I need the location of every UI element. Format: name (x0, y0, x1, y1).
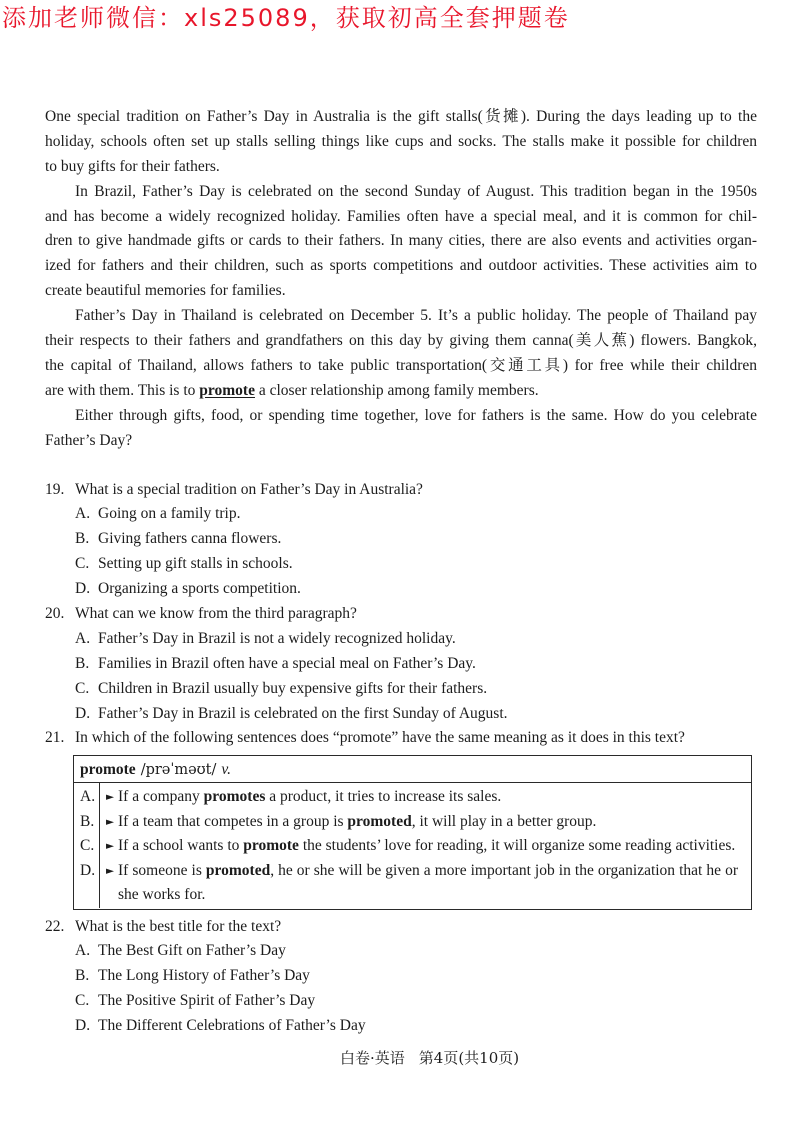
option-text: Setting up gift stalls in schools. (98, 555, 293, 573)
option-b (45, 964, 757, 989)
option-b (45, 527, 757, 552)
option-b (45, 652, 757, 677)
question-19 (45, 478, 757, 602)
question-text: What is the best title for the text? (75, 917, 282, 935)
passage-line: their respects to their fathers and grandfathers on this day by giving them canna(美人蕉) flowers. Bangkok, (45, 332, 757, 350)
option-letter: A. (75, 629, 91, 647)
sense-line (106, 834, 738, 859)
option-letter: A. (80, 788, 96, 805)
dictionary-option-b (74, 810, 751, 835)
option-letter: D. (75, 1017, 91, 1035)
sense-after: , it will play in a better group. (411, 812, 597, 830)
option-letter: D. (75, 704, 91, 722)
passage-line: ized for fathers and their children, such as sports competitions and outdoor activities. These activities aim to (45, 257, 757, 275)
question-text: What can we know from the third paragraph? (75, 604, 357, 622)
option-text: Giving fathers canna flowers. (98, 530, 282, 548)
option-text: Organizing a sports competition. (98, 580, 301, 598)
sense-text (100, 859, 740, 908)
passage-line: In Brazil, Father’s Day is celebrated on the second Sunday of August. This tradition began in the 1950s (75, 182, 757, 200)
option-letter: A. (75, 505, 91, 523)
arrow-marker-icon: ► (106, 791, 115, 803)
sense-after: , he or she will be given a more important job in the organization that he or (270, 861, 738, 879)
sense-keyword: promoted (347, 812, 412, 830)
paragraph-conclusion (45, 404, 757, 454)
passage-line: Father’s Day? (45, 431, 133, 449)
sense-before: If a team that competes in a group is (118, 812, 348, 830)
question-number: 21. (45, 729, 65, 747)
option-text: Father’s Day in Brazil is celebrated on the first Sunday of August. (98, 704, 508, 722)
dictionary-option-c (74, 834, 751, 859)
sense-continuation: she works for. (118, 886, 206, 903)
sense-before: If a school wants to (118, 837, 244, 854)
phonetic: /prəˈməʊt/ (140, 762, 217, 778)
option-c (45, 989, 757, 1014)
option-d (45, 702, 757, 727)
option-a (45, 939, 757, 964)
option-letter: D. (80, 861, 96, 879)
footer-subject: 白卷·英语 (340, 1049, 405, 1067)
sense-line (106, 859, 738, 884)
sense-keyword: promote (243, 837, 299, 854)
keyword-promote: promote (199, 381, 255, 399)
sense-after: a product, it tries to increase its sales. (265, 788, 502, 805)
question-text: In which of the following sentences does “promote” have the same meaning as it does in this text? (75, 729, 685, 747)
option-text: Going on a family trip. (98, 505, 241, 523)
option-letter: B. (75, 654, 90, 672)
option-letter: C. (75, 992, 90, 1010)
option-d (45, 1014, 757, 1039)
passage-text: are with them. This is to (45, 381, 200, 399)
option-letter: B. (75, 967, 90, 985)
sense-text (100, 810, 740, 835)
dictionary-entry-box (73, 755, 752, 910)
passage-line: and has become a widely recognized holiday. Families often have a special meal, and it is common for chil- (45, 207, 757, 225)
sense-keyword: promotes (203, 788, 266, 805)
option-letter: A. (75, 942, 91, 960)
question-20 (45, 602, 757, 726)
option-c (45, 552, 757, 577)
passage-line: Either through gifts, food, or spending time together, love for fathers is the same. How do you celebrate (75, 406, 757, 424)
sense-after: the students’ love for reading, it will organize some reading activities. (298, 837, 736, 854)
passage-text: a closer relationship among family members. (254, 381, 539, 399)
option-text: The Long History of Father’s Day (98, 967, 310, 985)
sense-before: If someone is (118, 861, 206, 879)
passage-line: to buy gifts for their fathers. (45, 157, 220, 175)
passage-line: the capital of Thailand, allows fathers to take public transportation(交通工具) for free while their children (45, 356, 757, 374)
dictionary-senses (74, 783, 751, 908)
headword: promote (80, 761, 136, 778)
passage-line (45, 379, 757, 404)
question-number: 19. (45, 480, 65, 498)
passage-line: dren to give handmade gifts or cards to their fathers. In many cities, there are also events and activities organ- (45, 232, 757, 250)
passage-line: Father’s Day in Thailand is celebrated on December 5. It’s a public holiday. The people of Thailand pay (75, 307, 757, 325)
part-of-speech: v. (221, 761, 231, 778)
passage-line: One special tradition on Father’s Day in Australia is the gift stalls(货摊). During the days leading up to the (45, 108, 757, 125)
option-letter: B. (80, 812, 95, 830)
sense-line (106, 810, 738, 835)
question-stem (45, 726, 757, 751)
option-a (45, 502, 757, 527)
dictionary-headword-row (74, 756, 751, 783)
question-list (45, 478, 757, 752)
option-letter: C. (75, 555, 90, 573)
paragraph-brazil (45, 180, 757, 304)
promo-banner: 添加老师微信：xls25089，获取初高全套押题卷 (2, 4, 570, 32)
option-c (45, 677, 757, 702)
question-stem (45, 478, 757, 503)
question-22 (45, 915, 757, 1039)
option-text: Children in Brazil usually buy expensive gifts for their fathers. (98, 679, 488, 697)
question-stem (45, 915, 757, 940)
paragraph-thailand (45, 304, 757, 404)
page-number: 第4页(共10页) (418, 1049, 520, 1067)
page-footer (340, 1046, 519, 1070)
dictionary-option-d (74, 859, 751, 908)
question-number: 20. (45, 604, 65, 622)
option-d (45, 577, 757, 602)
reading-passage (45, 105, 757, 453)
option-letter: C. (80, 837, 95, 854)
paragraph-australia (45, 105, 757, 180)
sense-before: If a company (118, 788, 204, 805)
question-21 (45, 726, 757, 751)
sense-text (100, 834, 740, 859)
option-text: Father’s Day in Brazil is not a widely recognized holiday. (98, 629, 456, 647)
question-list-continued (45, 915, 757, 1039)
arrow-marker-icon: ► (106, 864, 115, 877)
question-number: 22. (45, 917, 65, 935)
question-text: What is a special tradition on Father’s Day in Australia? (75, 480, 423, 498)
sense-keyword: promoted (205, 861, 271, 879)
option-text: The Positive Spirit of Father’s Day (98, 992, 316, 1010)
option-text: Families in Brazil often have a special meal on Father’s Day. (98, 654, 476, 672)
passage-line: create beautiful memories for families. (45, 282, 286, 300)
arrow-marker-icon: ► (106, 815, 115, 828)
option-letter: D. (75, 580, 91, 598)
sense-line (106, 785, 738, 810)
dictionary-option-a (74, 785, 751, 810)
option-text: The Different Celebrations of Father’s Day (98, 1017, 366, 1035)
sense-text (100, 785, 740, 810)
option-text: The Best Gift on Father’s Day (98, 942, 286, 960)
option-a (45, 627, 757, 652)
passage-line: holiday, schools often set up stalls selling things like cups and socks. The stalls make it possible for children (45, 132, 757, 150)
option-letter: B. (75, 530, 90, 548)
arrow-marker-icon: ► (106, 840, 115, 852)
question-stem (45, 602, 757, 627)
option-letter: C. (75, 679, 90, 697)
